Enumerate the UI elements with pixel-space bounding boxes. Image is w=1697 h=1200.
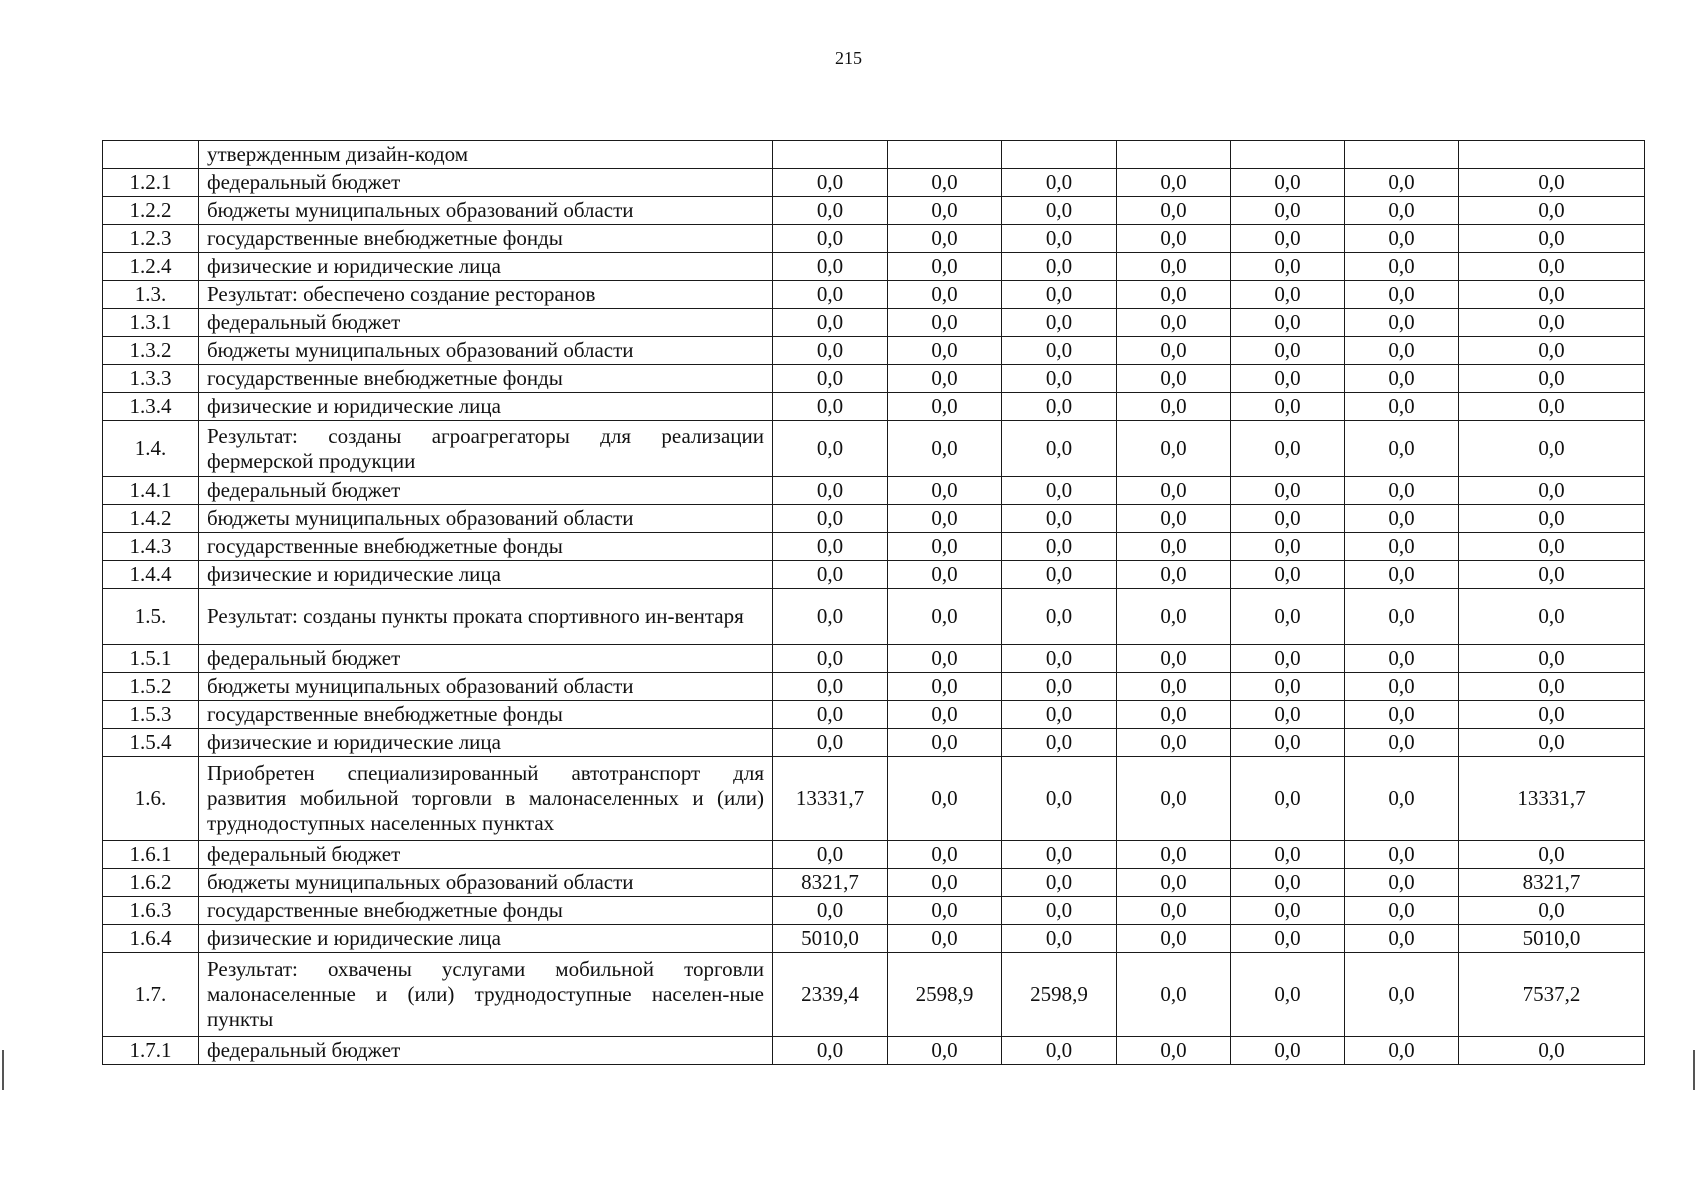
value-cell: 0,0 bbox=[1345, 757, 1459, 841]
table-row bbox=[103, 925, 1645, 953]
table-row bbox=[103, 701, 1645, 729]
table-body bbox=[103, 141, 1645, 1065]
value-cell: 0,0 bbox=[1117, 421, 1231, 477]
row-number-cell: 1.6.2 bbox=[103, 869, 199, 897]
value-cell: 0,0 bbox=[1345, 645, 1459, 673]
value-cell bbox=[888, 141, 1002, 169]
value-cell: 0,0 bbox=[1345, 953, 1459, 1037]
row-name-cell: Результат: охвачены услугами мобильной торговли малонаселенные и (или) труднодоступные населен-ные пункты bbox=[199, 953, 773, 1037]
value-cell: 0,0 bbox=[1117, 701, 1231, 729]
value-cell bbox=[1345, 141, 1459, 169]
value-cell: 0,0 bbox=[1459, 673, 1645, 701]
row-number-cell bbox=[103, 141, 199, 169]
value-cell: 0,0 bbox=[1002, 1037, 1117, 1065]
row-name-cell: физические и юридические лица bbox=[199, 253, 773, 281]
value-cell: 0,0 bbox=[773, 169, 888, 197]
table-row bbox=[103, 953, 1645, 1037]
value-cell: 0,0 bbox=[888, 225, 1002, 253]
value-cell: 0,0 bbox=[1002, 925, 1117, 953]
value-cell: 0,0 bbox=[1459, 505, 1645, 533]
table-row bbox=[103, 589, 1645, 645]
value-cell: 0,0 bbox=[1345, 841, 1459, 869]
value-cell: 0,0 bbox=[1117, 281, 1231, 309]
value-cell: 0,0 bbox=[888, 757, 1002, 841]
row-number-cell: 1.5. bbox=[103, 589, 199, 645]
value-cell: 0,0 bbox=[1231, 589, 1345, 645]
value-cell: 0,0 bbox=[1002, 673, 1117, 701]
value-cell: 0,0 bbox=[1459, 701, 1645, 729]
value-cell: 0,0 bbox=[773, 533, 888, 561]
value-cell: 0,0 bbox=[1459, 365, 1645, 393]
value-cell bbox=[1459, 141, 1645, 169]
table-row bbox=[103, 533, 1645, 561]
value-cell: 0,0 bbox=[1231, 1037, 1345, 1065]
value-cell: 0,0 bbox=[888, 337, 1002, 365]
value-cell bbox=[1117, 141, 1231, 169]
table-row bbox=[103, 365, 1645, 393]
value-cell: 0,0 bbox=[888, 169, 1002, 197]
value-cell: 0,0 bbox=[1345, 589, 1459, 645]
row-name-cell: бюджеты муниципальных образований области bbox=[199, 869, 773, 897]
value-cell: 0,0 bbox=[1345, 337, 1459, 365]
value-cell: 0,0 bbox=[1459, 561, 1645, 589]
value-cell: 0,0 bbox=[1231, 561, 1345, 589]
value-cell: 0,0 bbox=[773, 197, 888, 225]
value-cell: 0,0 bbox=[1231, 673, 1345, 701]
row-number-cell: 1.2.3 bbox=[103, 225, 199, 253]
row-name-cell: федеральный бюджет bbox=[199, 645, 773, 673]
scan-edge-mark-right bbox=[1693, 1050, 1695, 1090]
value-cell: 0,0 bbox=[1231, 869, 1345, 897]
value-cell: 0,0 bbox=[773, 1037, 888, 1065]
row-name-cell: федеральный бюджет bbox=[199, 169, 773, 197]
value-cell: 5010,0 bbox=[773, 925, 888, 953]
value-cell: 0,0 bbox=[1459, 897, 1645, 925]
value-cell: 0,0 bbox=[1459, 225, 1645, 253]
value-cell: 0,0 bbox=[888, 925, 1002, 953]
row-number-cell: 1.2.4 bbox=[103, 253, 199, 281]
table-row bbox=[103, 645, 1645, 673]
value-cell: 7537,2 bbox=[1459, 953, 1645, 1037]
value-cell: 0,0 bbox=[1002, 841, 1117, 869]
value-cell: 0,0 bbox=[1117, 225, 1231, 253]
value-cell: 0,0 bbox=[888, 533, 1002, 561]
value-cell: 0,0 bbox=[888, 309, 1002, 337]
value-cell: 5010,0 bbox=[1459, 925, 1645, 953]
value-cell: 0,0 bbox=[1231, 337, 1345, 365]
row-number-cell: 1.4.3 bbox=[103, 533, 199, 561]
value-cell: 0,0 bbox=[1345, 253, 1459, 281]
row-name-cell: Приобретен специализированный автотранспорт для развития мобильной торговли в малонаселенных и (или) труднодоступных населенных пунктах bbox=[199, 757, 773, 841]
value-cell: 0,0 bbox=[888, 393, 1002, 421]
value-cell: 0,0 bbox=[888, 253, 1002, 281]
value-cell: 0,0 bbox=[773, 337, 888, 365]
row-number-cell: 1.2.1 bbox=[103, 169, 199, 197]
table-row bbox=[103, 729, 1645, 757]
value-cell: 0,0 bbox=[1345, 869, 1459, 897]
value-cell: 0,0 bbox=[773, 253, 888, 281]
value-cell: 0,0 bbox=[773, 477, 888, 505]
value-cell: 0,0 bbox=[888, 421, 1002, 477]
value-cell: 0,0 bbox=[773, 841, 888, 869]
value-cell: 0,0 bbox=[1002, 169, 1117, 197]
value-cell: 0,0 bbox=[1231, 953, 1345, 1037]
value-cell: 0,0 bbox=[1345, 421, 1459, 477]
table-row bbox=[103, 757, 1645, 841]
row-name-cell: Результат: обеспечено создание ресторанов bbox=[199, 281, 773, 309]
value-cell: 0,0 bbox=[1117, 897, 1231, 925]
value-cell: 0,0 bbox=[1231, 729, 1345, 757]
value-cell: 0,0 bbox=[1459, 281, 1645, 309]
value-cell: 0,0 bbox=[1002, 533, 1117, 561]
value-cell: 0,0 bbox=[1117, 533, 1231, 561]
row-name-cell: физические и юридические лица bbox=[199, 729, 773, 757]
value-cell: 0,0 bbox=[1231, 897, 1345, 925]
value-cell: 0,0 bbox=[1459, 589, 1645, 645]
value-cell: 0,0 bbox=[773, 897, 888, 925]
value-cell: 0,0 bbox=[773, 589, 888, 645]
row-number-cell: 1.5.2 bbox=[103, 673, 199, 701]
value-cell: 0,0 bbox=[1002, 645, 1117, 673]
value-cell: 0,0 bbox=[1345, 169, 1459, 197]
row-name-cell: физические и юридические лица bbox=[199, 561, 773, 589]
value-cell: 0,0 bbox=[773, 365, 888, 393]
value-cell: 0,0 bbox=[1117, 1037, 1231, 1065]
row-name-cell: государственные внебюджетные фонды bbox=[199, 365, 773, 393]
value-cell bbox=[1002, 141, 1117, 169]
row-number-cell: 1.3. bbox=[103, 281, 199, 309]
row-number-cell: 1.6.3 bbox=[103, 897, 199, 925]
value-cell: 0,0 bbox=[888, 197, 1002, 225]
value-cell: 0,0 bbox=[1345, 533, 1459, 561]
value-cell: 0,0 bbox=[888, 1037, 1002, 1065]
value-cell: 0,0 bbox=[1231, 309, 1345, 337]
value-cell: 0,0 bbox=[1231, 841, 1345, 869]
row-name-cell: федеральный бюджет bbox=[199, 477, 773, 505]
table-row bbox=[103, 897, 1645, 925]
value-cell: 8321,7 bbox=[1459, 869, 1645, 897]
value-cell: 0,0 bbox=[1231, 421, 1345, 477]
value-cell: 0,0 bbox=[1002, 337, 1117, 365]
value-cell: 0,0 bbox=[1002, 589, 1117, 645]
row-name-cell: федеральный бюджет bbox=[199, 1037, 773, 1065]
row-number-cell: 1.7. bbox=[103, 953, 199, 1037]
row-name-cell: физические и юридические лица bbox=[199, 393, 773, 421]
value-cell: 2598,9 bbox=[1002, 953, 1117, 1037]
value-cell: 0,0 bbox=[1459, 309, 1645, 337]
value-cell: 0,0 bbox=[1117, 477, 1231, 505]
value-cell: 0,0 bbox=[1002, 309, 1117, 337]
row-number-cell: 1.6. bbox=[103, 757, 199, 841]
value-cell: 0,0 bbox=[773, 393, 888, 421]
value-cell: 0,0 bbox=[888, 589, 1002, 645]
row-number-cell: 1.6.4 bbox=[103, 925, 199, 953]
table-row bbox=[103, 673, 1645, 701]
row-name-cell: Результат: созданы пункты проката спортивного ин-вентаря bbox=[199, 589, 773, 645]
value-cell: 0,0 bbox=[1345, 477, 1459, 505]
value-cell: 0,0 bbox=[1231, 169, 1345, 197]
value-cell: 0,0 bbox=[1231, 925, 1345, 953]
row-name-cell: федеральный бюджет bbox=[199, 841, 773, 869]
value-cell: 0,0 bbox=[1002, 421, 1117, 477]
table-row bbox=[103, 253, 1645, 281]
value-cell: 0,0 bbox=[1117, 729, 1231, 757]
value-cell: 0,0 bbox=[1345, 897, 1459, 925]
table-row bbox=[103, 225, 1645, 253]
value-cell: 0,0 bbox=[773, 701, 888, 729]
row-number-cell: 1.3.1 bbox=[103, 309, 199, 337]
row-number-cell: 1.3.2 bbox=[103, 337, 199, 365]
table-row bbox=[103, 393, 1645, 421]
value-cell: 13331,7 bbox=[1459, 757, 1645, 841]
table-row bbox=[103, 169, 1645, 197]
value-cell: 0,0 bbox=[1459, 533, 1645, 561]
value-cell: 0,0 bbox=[1231, 281, 1345, 309]
value-cell: 0,0 bbox=[773, 729, 888, 757]
value-cell: 0,0 bbox=[1117, 309, 1231, 337]
table-row bbox=[103, 477, 1645, 505]
value-cell: 0,0 bbox=[1002, 561, 1117, 589]
row-number-cell: 1.2.2 bbox=[103, 197, 199, 225]
value-cell: 0,0 bbox=[1459, 197, 1645, 225]
value-cell: 0,0 bbox=[1117, 169, 1231, 197]
row-number-cell: 1.5.4 bbox=[103, 729, 199, 757]
table-row bbox=[103, 561, 1645, 589]
row-number-cell: 1.3.4 bbox=[103, 393, 199, 421]
value-cell: 0,0 bbox=[1459, 841, 1645, 869]
value-cell: 0,0 bbox=[1002, 505, 1117, 533]
value-cell: 0,0 bbox=[1345, 281, 1459, 309]
value-cell: 0,0 bbox=[1002, 197, 1117, 225]
value-cell: 0,0 bbox=[1117, 253, 1231, 281]
table-row bbox=[103, 505, 1645, 533]
row-number-cell: 1.4.1 bbox=[103, 477, 199, 505]
value-cell: 2598,9 bbox=[888, 953, 1002, 1037]
table-row bbox=[103, 337, 1645, 365]
value-cell: 13331,7 bbox=[773, 757, 888, 841]
value-cell: 0,0 bbox=[773, 421, 888, 477]
value-cell: 0,0 bbox=[1231, 393, 1345, 421]
value-cell: 0,0 bbox=[888, 561, 1002, 589]
value-cell: 0,0 bbox=[1002, 729, 1117, 757]
value-cell: 0,0 bbox=[1459, 253, 1645, 281]
row-number-cell: 1.4.2 bbox=[103, 505, 199, 533]
row-number-cell: 1.6.1 bbox=[103, 841, 199, 869]
value-cell: 0,0 bbox=[888, 505, 1002, 533]
page-number: 215 bbox=[835, 48, 862, 68]
value-cell: 0,0 bbox=[773, 673, 888, 701]
value-cell: 2339,4 bbox=[773, 953, 888, 1037]
row-number-cell: 1.5.3 bbox=[103, 701, 199, 729]
value-cell: 0,0 bbox=[1117, 925, 1231, 953]
table-row bbox=[103, 1037, 1645, 1065]
value-cell: 0,0 bbox=[773, 561, 888, 589]
value-cell: 0,0 bbox=[1002, 225, 1117, 253]
row-name-cell: бюджеты муниципальных образований области bbox=[199, 337, 773, 365]
budget-table bbox=[102, 140, 1645, 1065]
value-cell: 0,0 bbox=[1231, 225, 1345, 253]
value-cell: 0,0 bbox=[888, 365, 1002, 393]
value-cell: 0,0 bbox=[1117, 505, 1231, 533]
row-name-cell: Результат: созданы агроагрегаторы для реализации фермерской продукции bbox=[199, 421, 773, 477]
value-cell: 0,0 bbox=[1345, 1037, 1459, 1065]
row-name-cell: государственные внебюджетные фонды bbox=[199, 701, 773, 729]
value-cell: 0,0 bbox=[1231, 533, 1345, 561]
value-cell: 0,0 bbox=[1345, 365, 1459, 393]
value-cell: 0,0 bbox=[1345, 561, 1459, 589]
value-cell: 0,0 bbox=[1345, 393, 1459, 421]
value-cell: 0,0 bbox=[1002, 253, 1117, 281]
value-cell: 0,0 bbox=[888, 841, 1002, 869]
value-cell: 0,0 bbox=[888, 729, 1002, 757]
value-cell: 0,0 bbox=[1002, 393, 1117, 421]
value-cell: 0,0 bbox=[1345, 701, 1459, 729]
value-cell: 0,0 bbox=[1459, 337, 1645, 365]
value-cell: 0,0 bbox=[888, 645, 1002, 673]
table-row bbox=[103, 869, 1645, 897]
value-cell: 0,0 bbox=[1459, 169, 1645, 197]
value-cell: 0,0 bbox=[1002, 701, 1117, 729]
row-name-cell: бюджеты муниципальных образований области bbox=[199, 505, 773, 533]
value-cell: 0,0 bbox=[1459, 645, 1645, 673]
table-row bbox=[103, 841, 1645, 869]
value-cell: 0,0 bbox=[1117, 589, 1231, 645]
value-cell: 0,0 bbox=[1345, 729, 1459, 757]
scan-edge-mark-left bbox=[2, 1050, 4, 1090]
value-cell: 0,0 bbox=[888, 701, 1002, 729]
value-cell: 0,0 bbox=[773, 309, 888, 337]
value-cell: 0,0 bbox=[1345, 673, 1459, 701]
value-cell: 0,0 bbox=[1117, 393, 1231, 421]
value-cell: 0,0 bbox=[1002, 281, 1117, 309]
value-cell: 0,0 bbox=[888, 673, 1002, 701]
value-cell: 0,0 bbox=[888, 477, 1002, 505]
value-cell: 0,0 bbox=[1345, 197, 1459, 225]
value-cell: 0,0 bbox=[1231, 701, 1345, 729]
value-cell: 0,0 bbox=[773, 505, 888, 533]
row-name-cell: государственные внебюджетные фонды bbox=[199, 897, 773, 925]
value-cell: 0,0 bbox=[1345, 309, 1459, 337]
value-cell: 0,0 bbox=[1117, 757, 1231, 841]
value-cell: 0,0 bbox=[1002, 365, 1117, 393]
value-cell bbox=[773, 141, 888, 169]
row-name-cell: государственные внебюджетные фонды bbox=[199, 225, 773, 253]
value-cell: 0,0 bbox=[888, 897, 1002, 925]
row-name-cell: федеральный бюджет bbox=[199, 309, 773, 337]
row-name-cell: бюджеты муниципальных образований области bbox=[199, 673, 773, 701]
value-cell: 0,0 bbox=[773, 645, 888, 673]
row-name-cell: физические и юридические лица bbox=[199, 925, 773, 953]
value-cell: 0,0 bbox=[1231, 365, 1345, 393]
value-cell: 0,0 bbox=[773, 281, 888, 309]
value-cell: 0,0 bbox=[1117, 365, 1231, 393]
table-row bbox=[103, 421, 1645, 477]
row-number-cell: 1.4.4 bbox=[103, 561, 199, 589]
row-name-cell: утвержденным дизайн-кодом bbox=[199, 141, 773, 169]
row-name-cell: бюджеты муниципальных образований области bbox=[199, 197, 773, 225]
value-cell: 0,0 bbox=[1117, 673, 1231, 701]
value-cell: 0,0 bbox=[1459, 1037, 1645, 1065]
row-number-cell: 1.3.3 bbox=[103, 365, 199, 393]
value-cell: 0,0 bbox=[1117, 197, 1231, 225]
value-cell: 0,0 bbox=[1459, 729, 1645, 757]
value-cell: 0,0 bbox=[1231, 757, 1345, 841]
value-cell: 0,0 bbox=[1231, 645, 1345, 673]
value-cell: 0,0 bbox=[1002, 897, 1117, 925]
table-row bbox=[103, 197, 1645, 225]
value-cell: 0,0 bbox=[1117, 841, 1231, 869]
value-cell: 0,0 bbox=[1117, 953, 1231, 1037]
table-row bbox=[103, 141, 1645, 169]
value-cell: 0,0 bbox=[888, 281, 1002, 309]
value-cell: 0,0 bbox=[1117, 869, 1231, 897]
value-cell: 0,0 bbox=[1459, 477, 1645, 505]
value-cell: 0,0 bbox=[888, 869, 1002, 897]
value-cell: 0,0 bbox=[1345, 505, 1459, 533]
table-row bbox=[103, 309, 1645, 337]
value-cell: 0,0 bbox=[1117, 561, 1231, 589]
value-cell: 0,0 bbox=[1002, 869, 1117, 897]
value-cell: 0,0 bbox=[773, 225, 888, 253]
value-cell: 8321,7 bbox=[773, 869, 888, 897]
value-cell: 0,0 bbox=[1459, 393, 1645, 421]
row-number-cell: 1.7.1 bbox=[103, 1037, 199, 1065]
value-cell: 0,0 bbox=[1117, 337, 1231, 365]
value-cell: 0,0 bbox=[1231, 197, 1345, 225]
value-cell: 0,0 bbox=[1345, 925, 1459, 953]
value-cell: 0,0 bbox=[1231, 477, 1345, 505]
value-cell: 0,0 bbox=[1002, 757, 1117, 841]
value-cell: 0,0 bbox=[1345, 225, 1459, 253]
value-cell: 0,0 bbox=[1231, 253, 1345, 281]
value-cell: 0,0 bbox=[1002, 477, 1117, 505]
row-number-cell: 1.4. bbox=[103, 421, 199, 477]
value-cell: 0,0 bbox=[1459, 421, 1645, 477]
value-cell: 0,0 bbox=[1117, 645, 1231, 673]
value-cell: 0,0 bbox=[1231, 505, 1345, 533]
row-number-cell: 1.5.1 bbox=[103, 645, 199, 673]
table-row bbox=[103, 281, 1645, 309]
value-cell bbox=[1231, 141, 1345, 169]
row-name-cell: государственные внебюджетные фонды bbox=[199, 533, 773, 561]
